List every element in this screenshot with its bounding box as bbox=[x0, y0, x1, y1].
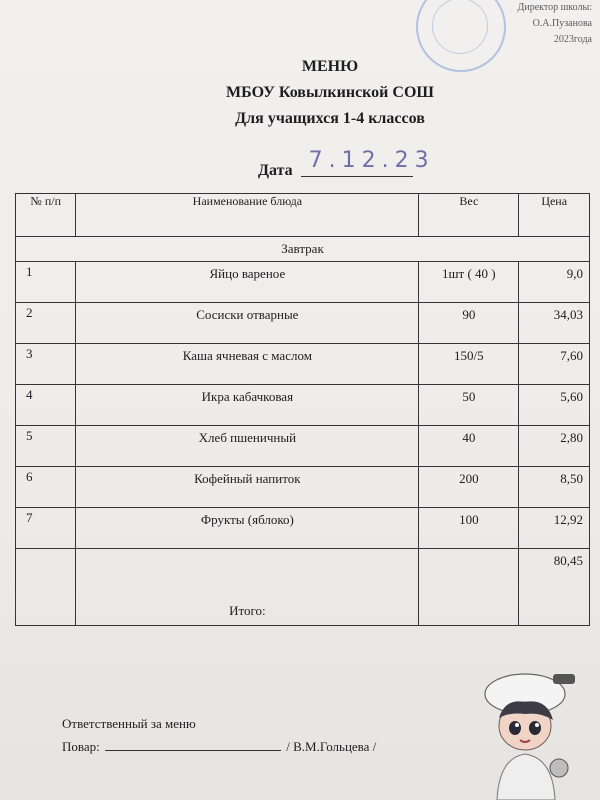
table-row bbox=[16, 262, 590, 303]
row-number: 7 bbox=[16, 508, 76, 549]
dish-weight: 100 bbox=[419, 508, 519, 549]
col-price: Цена bbox=[519, 194, 590, 237]
table-row bbox=[16, 385, 590, 426]
total-row bbox=[16, 549, 590, 626]
dish-price: 7,60 bbox=[519, 344, 590, 385]
section-breakfast: Завтрак bbox=[16, 237, 590, 262]
col-number: № п/п bbox=[16, 194, 76, 237]
table-row bbox=[16, 426, 590, 467]
date-value: 7.12.23 bbox=[308, 148, 435, 173]
row-number: 1 bbox=[16, 262, 76, 303]
col-weight: Вес bbox=[419, 194, 519, 237]
dish-weight: 50 bbox=[419, 385, 519, 426]
row-number: 2 bbox=[16, 303, 76, 344]
total-value: 80,45 bbox=[519, 549, 590, 626]
table-row bbox=[16, 467, 590, 508]
approval-year: 2023года bbox=[553, 34, 592, 45]
total-empty-cell bbox=[16, 549, 76, 626]
table-header bbox=[16, 194, 590, 237]
chef-girl-illustration bbox=[475, 668, 583, 800]
responsible-label: Ответственный за меню bbox=[62, 716, 196, 731]
dish-weight: 150/5 bbox=[419, 344, 519, 385]
cook-name: / В.М.Гольцева / bbox=[286, 739, 377, 754]
audience-line: Для учащихся 1-4 классов bbox=[235, 110, 425, 127]
approval-name: О.А.Пузанова bbox=[532, 18, 592, 29]
dish-price: 34,03 bbox=[519, 303, 590, 344]
approval-block bbox=[518, 0, 592, 48]
dish-price: 9,0 bbox=[519, 262, 590, 303]
row-number: 4 bbox=[16, 385, 76, 426]
dish-weight: 90 bbox=[419, 303, 519, 344]
dish-weight: 1шт ( 40 ) bbox=[419, 262, 519, 303]
row-number: 3 bbox=[16, 344, 76, 385]
table-row bbox=[16, 303, 590, 344]
menu-table bbox=[15, 193, 590, 626]
total-label: Итого: bbox=[76, 549, 419, 626]
cook-label: Повар: bbox=[62, 739, 100, 754]
dish-name: Хлеб пшеничный bbox=[76, 426, 419, 467]
approval-director: Директор школы: bbox=[517, 2, 592, 13]
date-field bbox=[301, 148, 435, 177]
table-row bbox=[16, 508, 590, 549]
dish-name: Фрукты (яблоко) bbox=[76, 508, 419, 549]
total-weight-cell bbox=[419, 549, 519, 626]
section-row bbox=[16, 237, 590, 262]
dish-weight: 40 bbox=[419, 426, 519, 467]
dish-name: Яйцо вареное bbox=[76, 262, 419, 303]
dish-price: 12,92 bbox=[519, 508, 590, 549]
dish-price: 2,80 bbox=[519, 426, 590, 467]
signature-line bbox=[105, 738, 281, 751]
dish-name: Кофейный напиток bbox=[76, 467, 419, 508]
dish-price: 8,50 bbox=[519, 467, 590, 508]
dish-name: Икра кабачковая bbox=[76, 385, 419, 426]
dish-price: 5,60 bbox=[519, 385, 590, 426]
date-row bbox=[258, 148, 435, 180]
row-number: 5 bbox=[16, 426, 76, 467]
school-name: МБОУ Ковылкинской СОШ bbox=[226, 84, 434, 101]
row-number: 6 bbox=[16, 467, 76, 508]
date-label: Дата bbox=[258, 162, 293, 179]
dish-name: Сосиски отварные bbox=[76, 303, 419, 344]
table-row bbox=[16, 344, 590, 385]
page-title: МЕНЮ bbox=[301, 58, 359, 75]
dish-name: Каша ячневая с маслом bbox=[76, 344, 419, 385]
col-dish: Наименование блюда bbox=[76, 194, 419, 237]
cook-line bbox=[62, 738, 376, 755]
dish-weight: 200 bbox=[419, 467, 519, 508]
